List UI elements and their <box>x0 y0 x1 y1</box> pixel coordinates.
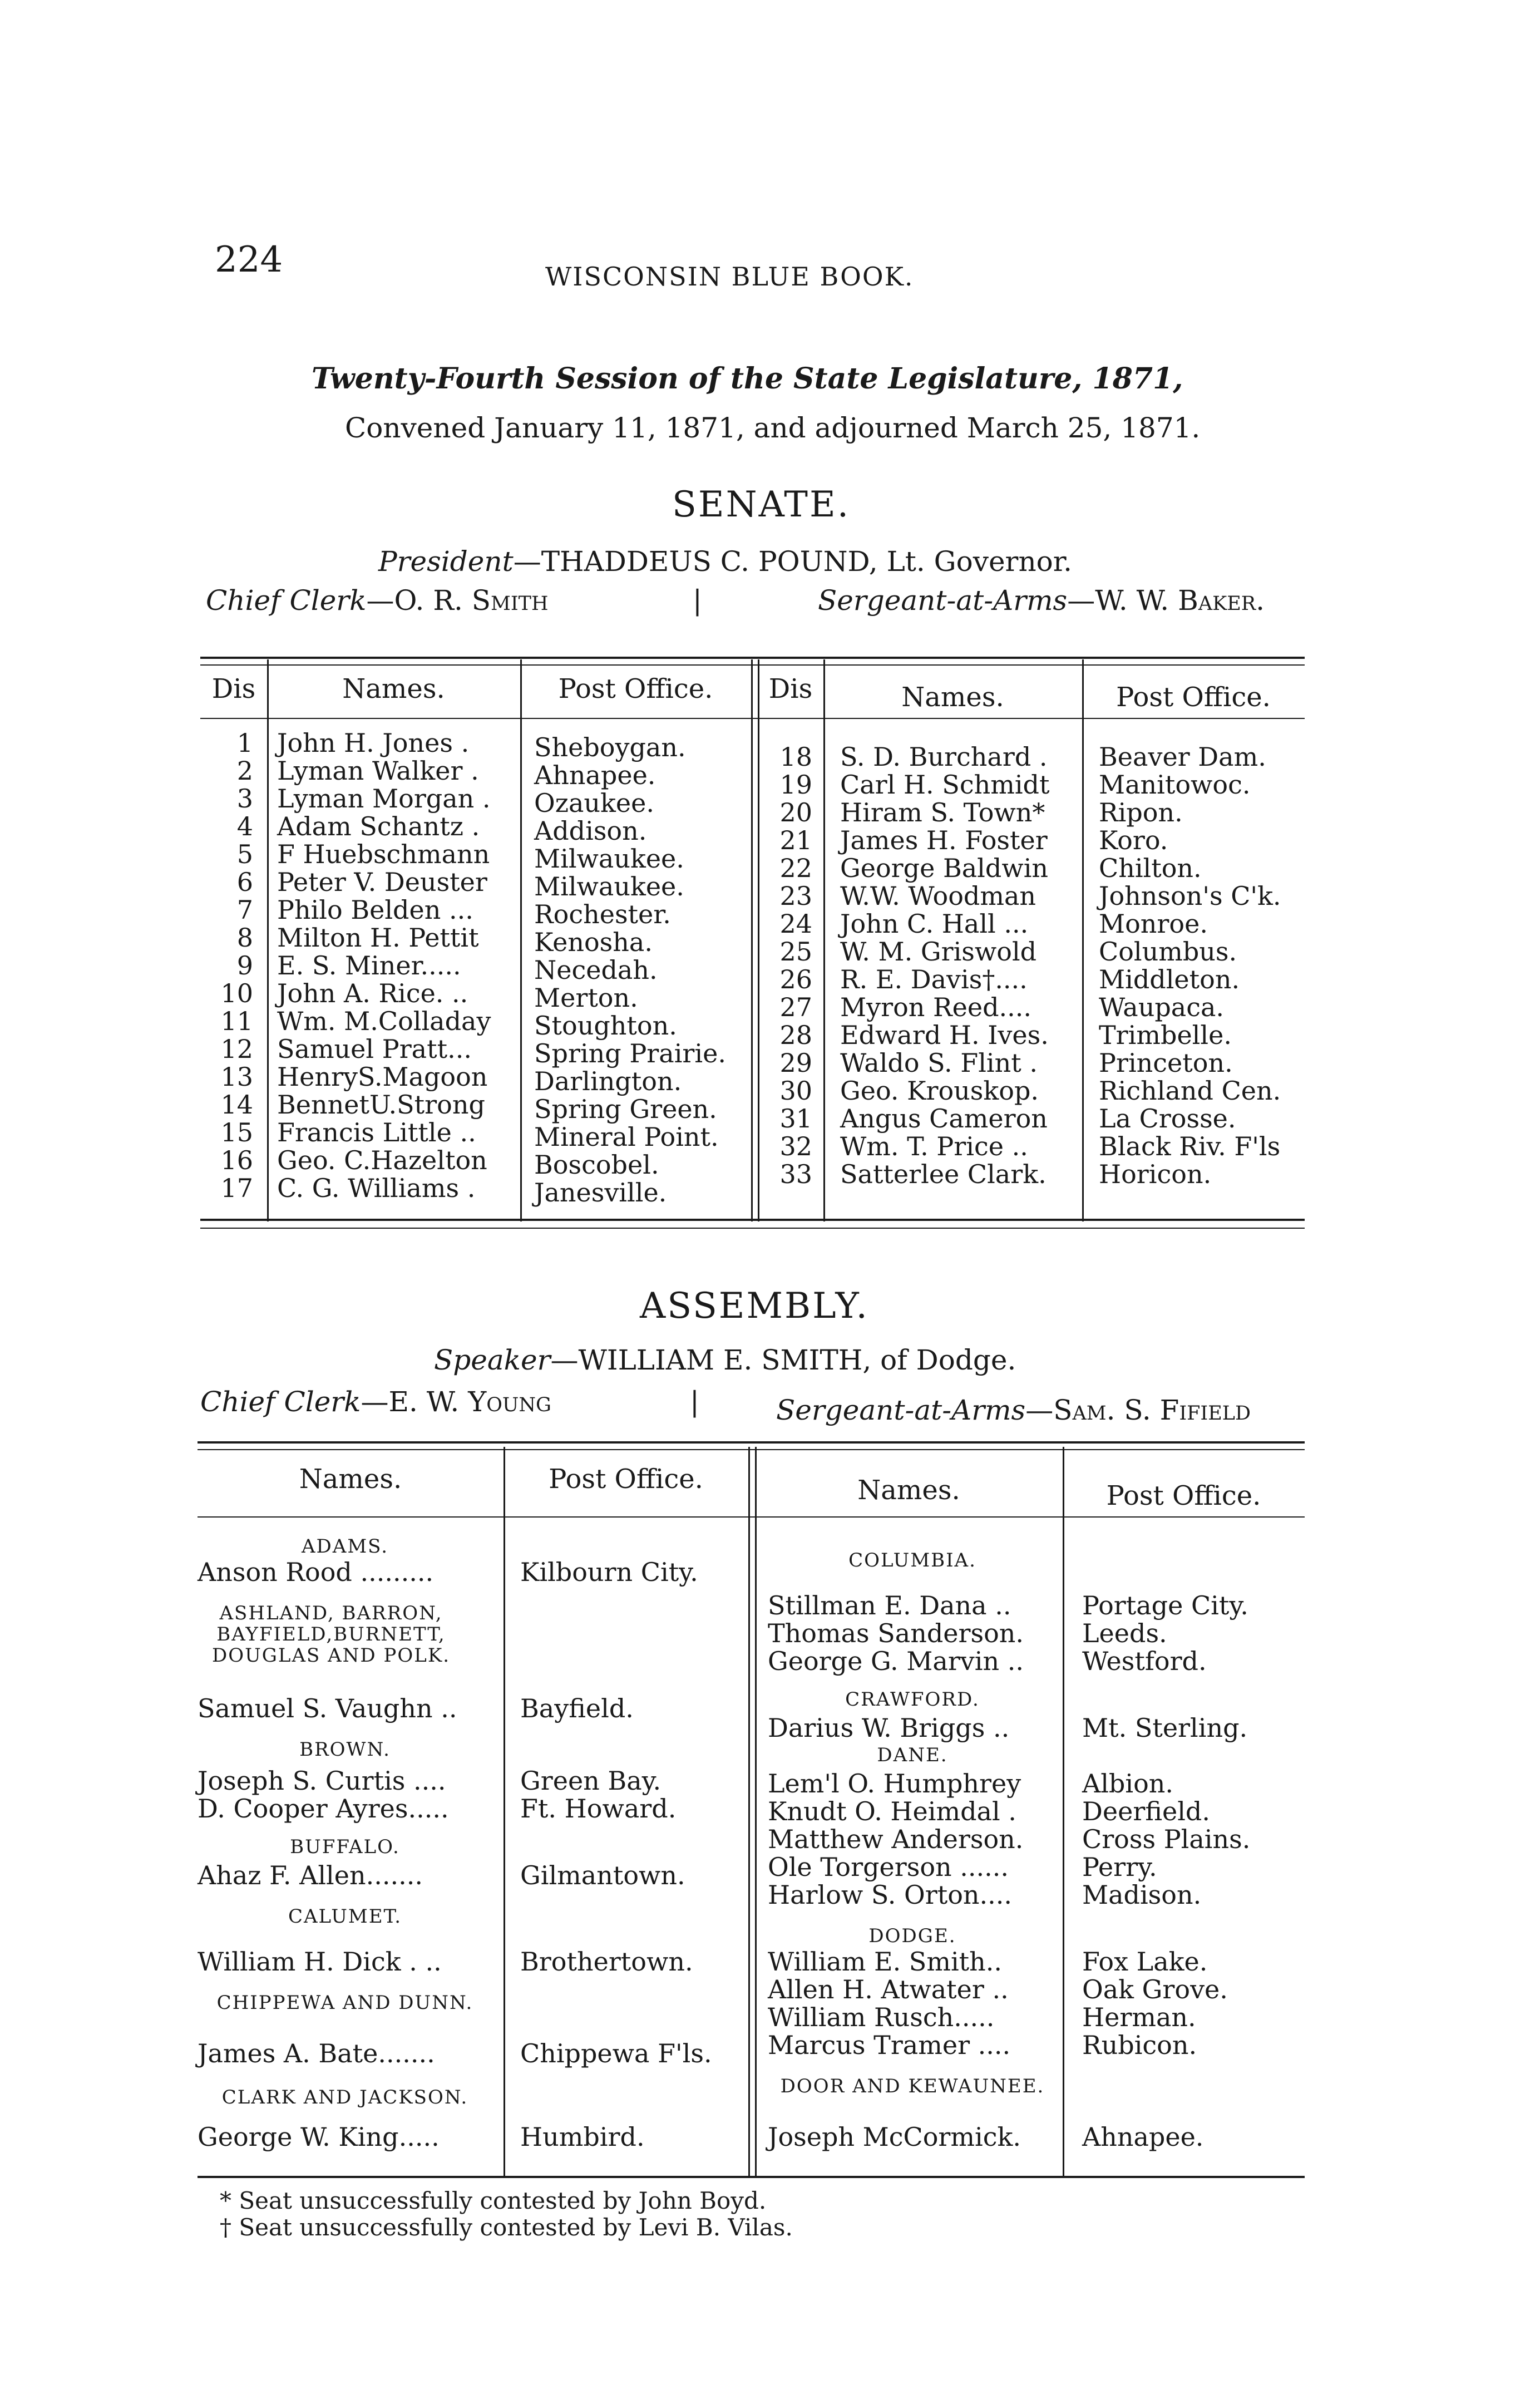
rule <box>200 657 1305 659</box>
county-heading: DODGE. <box>868 1925 956 1947</box>
sergeant-label: Sergeant-at-Arms <box>776 1394 1026 1426</box>
post-office: Oak Grove. <box>1082 1974 1228 2004</box>
post-office: Koro. <box>1099 825 1168 855</box>
senator-name: Carl H. Schmidt <box>840 770 1050 800</box>
member-name: Joseph S. Curtis .... <box>198 1766 446 1796</box>
sergeant-value: —Sam. S. Fifield <box>1025 1394 1251 1426</box>
member-name: Harlow S. Orton.... <box>768 1880 1013 1910</box>
post-office: Perry. <box>1082 1852 1157 1882</box>
senator-name: Lyman Morgan . <box>277 784 491 814</box>
rule <box>198 1449 1305 1450</box>
post-office: Ozaukee. <box>534 788 654 818</box>
senator-name: Wm. T. Price .. <box>840 1131 1028 1161</box>
district-number: 20 <box>779 797 812 827</box>
post-office: Herman. <box>1082 2002 1196 2032</box>
post-office: Merton. <box>534 983 638 1013</box>
col-header-post-office: Post Office. <box>549 1464 703 1495</box>
district-number: 10 <box>220 978 253 1008</box>
member-name: Samuel S. Vaughn .. <box>198 1693 457 1723</box>
member-name: George W. King..... <box>198 2122 440 2152</box>
post-office: Johnson's C'k. <box>1099 881 1281 911</box>
district-number: 13 <box>220 1062 253 1092</box>
col-header-post-office: Post Office. <box>558 673 713 705</box>
post-office: Spring Green. <box>534 1094 717 1124</box>
post-office: Milwaukee. <box>534 844 684 874</box>
post-office: Rochester. <box>534 899 671 929</box>
district-number: 26 <box>779 964 812 994</box>
page-number: 224 <box>215 239 283 280</box>
district-number: 5 <box>236 839 253 869</box>
rule <box>198 1441 1305 1444</box>
senator-name: Myron Reed.... <box>840 992 1032 1022</box>
senator-name: S. D. Burchard . <box>840 742 1048 772</box>
post-office: Deerfield. <box>1082 1796 1210 1826</box>
post-office: Manitowoc. <box>1099 770 1251 800</box>
county-heading: COLUMBIA. <box>848 1549 976 1572</box>
member-name: William Rusch..... <box>768 2002 995 2032</box>
senator-name: George Baldwin <box>840 853 1049 883</box>
post-office: Leeds. <box>1082 1618 1167 1648</box>
president-value: —THADDEUS C. POUND, Lt. Governor. <box>513 545 1073 578</box>
post-office: Necedah. <box>534 955 658 985</box>
senator-name: Milton H. Pettit <box>277 923 479 953</box>
senator-name: Edward H. Ives. <box>840 1020 1049 1050</box>
district-number: 11 <box>220 1006 253 1036</box>
district-number: 21 <box>779 825 812 855</box>
district-number: 15 <box>220 1117 253 1147</box>
post-office: Monroe. <box>1099 909 1208 939</box>
footnote: * Seat unsuccessfully contested by John Boyd. <box>220 2187 767 2214</box>
senator-name: Waldo S. Flint . <box>840 1048 1038 1078</box>
senator-name: F Huebschmann <box>277 839 490 869</box>
post-office: Mineral Point. <box>534 1122 719 1152</box>
col-rule <box>267 659 269 1221</box>
senator-name: HenryS.Magoon <box>277 1062 488 1092</box>
senator-name: W.W. Woodman <box>840 881 1036 911</box>
district-number: 7 <box>236 895 253 925</box>
post-office: Addison. <box>534 816 647 846</box>
rule <box>198 1516 1305 1518</box>
district-number: 22 <box>779 853 812 883</box>
member-name: Ahaz F. Allen....... <box>198 1860 423 1890</box>
senator-name: Adam Schantz . <box>277 811 480 841</box>
post-office: Humbird. <box>520 2122 645 2152</box>
county-heading: CRAWFORD. <box>845 1688 980 1711</box>
col-header-names: Names. <box>299 1464 402 1495</box>
district-number: 14 <box>220 1090 253 1120</box>
senator-name: C. G. Williams . <box>277 1173 476 1203</box>
post-office: Darlington. <box>534 1066 682 1096</box>
post-office: Cross Plains. <box>1082 1824 1251 1854</box>
col-header-dis: Dis <box>768 673 813 705</box>
district-number: 4 <box>236 811 253 841</box>
county-heading: DOOR AND KEWAUNEE. <box>780 2075 1045 2097</box>
col-header-post-office: Post Office. <box>1106 1480 1261 1511</box>
district-number: 27 <box>779 992 812 1022</box>
district-number: 9 <box>236 950 253 981</box>
president-label: President <box>378 545 514 578</box>
assembly-heading: ASSEMBLY. <box>640 1285 869 1327</box>
county-heading: CHIPPEWA AND DUNN. <box>216 1992 473 2014</box>
post-office: Black Riv. F'ls <box>1099 1131 1281 1161</box>
post-office: Albion. <box>1082 1768 1174 1799</box>
member-name: William H. Dick . .. <box>198 1947 442 1977</box>
senator-name: Wm. M.Colladay <box>277 1006 491 1036</box>
district-number: 31 <box>779 1104 812 1134</box>
senate-heading: SENATE. <box>672 484 851 525</box>
district-number: 17 <box>220 1173 253 1203</box>
district-number: 32 <box>779 1131 812 1161</box>
member-name: William E. Smith.. <box>768 1947 1003 1977</box>
assembly-speaker <box>434 1344 1016 1376</box>
district-number: 2 <box>236 756 253 786</box>
senator-name: Hiram S. Town* <box>840 797 1045 827</box>
member-name: Lem'l O. Humphrey <box>768 1768 1021 1799</box>
sergeant-label: Sergeant-at-Arms <box>818 584 1068 617</box>
session-title: Twenty-Fourth Session of the State Legislature, 1871, <box>312 362 1183 396</box>
county-heading: BUFFALO. <box>290 1836 400 1858</box>
senator-name: James H. Foster <box>840 825 1048 855</box>
col-rule <box>823 659 825 1221</box>
clerk-value: —O. R. Smith <box>366 584 549 617</box>
col-header-post-office: Post Office. <box>1116 682 1271 713</box>
post-office: Columbus. <box>1099 937 1237 967</box>
post-office: La Crosse. <box>1099 1104 1236 1134</box>
district-number: 8 <box>236 923 253 953</box>
post-office: Ripon. <box>1099 797 1183 827</box>
rule <box>198 2176 1305 2178</box>
post-office: Chilton. <box>1099 853 1202 883</box>
member-name: Ole Torgerson ...... <box>768 1852 1009 1882</box>
col-rule <box>520 659 522 1221</box>
senate-president <box>378 545 1072 578</box>
officer-separator: | <box>690 1386 699 1418</box>
senator-name: Peter V. Deuster <box>277 867 487 897</box>
post-office: Brothertown. <box>520 1947 693 1977</box>
senator-name: BennetU.Strong <box>277 1090 485 1120</box>
post-office: Westford. <box>1082 1646 1207 1676</box>
clerk-label: Chief Clerk <box>206 584 367 617</box>
senator-name: Philo Belden ... <box>277 895 473 925</box>
senator-name: W. M. Griswold <box>840 937 1037 967</box>
col-header-names: Names. <box>342 673 445 705</box>
senator-name: John A. Rice. .. <box>277 978 468 1008</box>
member-name: George G. Marvin .. <box>768 1646 1024 1676</box>
col-rule <box>1063 1447 1064 2176</box>
county-heading: DANE. <box>877 1744 948 1766</box>
col-header-names: Names. <box>857 1475 960 1506</box>
member-name: Knudt O. Heimdal . <box>768 1796 1016 1826</box>
post-office: Trimbelle. <box>1099 1020 1232 1050</box>
district-number: 23 <box>779 881 812 911</box>
district-number: 3 <box>236 784 253 814</box>
post-office: Bayfield. <box>520 1693 634 1723</box>
col-rule <box>755 1447 757 2176</box>
senator-name: Francis Little .. <box>277 1117 476 1147</box>
sergeant-value: —W. W. Baker. <box>1067 584 1265 617</box>
county-heading: CALUMET. <box>288 1905 402 1928</box>
col-rule <box>748 1447 750 2176</box>
county-heading: ASHLAND, BARRON, BAYFIELD,BURNETT, DOUGLAS AND POLK. <box>211 1602 451 1667</box>
district-number: 29 <box>779 1048 812 1078</box>
footnote: † Seat unsuccessfully contested by Levi B. Vilas. <box>220 2214 793 2241</box>
member-name: Marcus Tramer .... <box>768 2030 1011 2060</box>
post-office: Middleton. <box>1099 964 1240 994</box>
clerk-label: Chief Clerk <box>200 1386 361 1418</box>
district-number: 16 <box>220 1145 253 1175</box>
senator-name: John H. Jones . <box>277 728 470 758</box>
senator-name: Samuel Pratt... <box>277 1034 472 1064</box>
post-office: Portage City. <box>1082 1590 1248 1620</box>
district-number: 1 <box>236 728 253 758</box>
post-office: Gilmantown. <box>520 1860 685 1890</box>
senator-name: John C. Hall ... <box>840 909 1029 939</box>
member-name: Darius W. Briggs .. <box>768 1713 1010 1743</box>
member-name: D. Cooper Ayres..... <box>198 1794 449 1824</box>
post-office: Horicon. <box>1099 1159 1212 1189</box>
member-name: James A. Bate....... <box>198 2038 435 2068</box>
post-office: Ft. Howard. <box>520 1794 677 1824</box>
col-rule <box>1082 659 1084 1221</box>
district-number: 18 <box>779 742 812 772</box>
post-office: Sheboygan. <box>534 732 686 762</box>
senator-name: Angus Cameron <box>840 1104 1048 1134</box>
member-name: Matthew Anderson. <box>768 1824 1024 1854</box>
member-name: Allen H. Atwater .. <box>768 1974 1009 2004</box>
col-rule <box>758 659 759 1221</box>
col-header-names: Names. <box>901 682 1004 713</box>
post-office: Janesville. <box>534 1178 667 1208</box>
rule <box>200 1228 1305 1229</box>
district-number: 12 <box>220 1034 253 1064</box>
speaker-value: —WILLIAM E. SMITH, of Dodge. <box>550 1344 1016 1376</box>
post-office: Stoughton. <box>534 1011 677 1041</box>
post-office: Beaver Dam. <box>1099 742 1266 772</box>
county-heading: ADAMS. <box>301 1535 389 1558</box>
senator-name: Lyman Walker . <box>277 756 479 786</box>
district-number: 33 <box>779 1159 812 1189</box>
session-dates: Convened January 11, 1871, and adjourned March 25, 1871. <box>345 412 1201 444</box>
officer-separator: | <box>693 584 702 617</box>
post-office: Green Bay. <box>520 1766 662 1796</box>
post-office: Kenosha. <box>534 927 653 957</box>
assembly-chief-clerk <box>200 1386 551 1418</box>
assembly-sergeant <box>776 1394 1251 1426</box>
district-number: 24 <box>779 909 812 939</box>
post-office: Ahnapee. <box>1082 2122 1204 2152</box>
member-name: Thomas Sanderson. <box>768 1618 1024 1648</box>
member-name: Anson Rood ......... <box>198 1557 434 1587</box>
district-number: 19 <box>779 770 812 800</box>
post-office: Princeton. <box>1099 1048 1233 1078</box>
county-heading: BROWN. <box>299 1738 391 1761</box>
post-office: Chippewa F'ls. <box>520 2038 712 2068</box>
col-rule <box>504 1447 505 2176</box>
post-office: Fox Lake. <box>1082 1947 1208 1977</box>
post-office: Waupaca. <box>1099 992 1225 1022</box>
post-office: Richland Cen. <box>1099 1076 1281 1106</box>
post-office: Ahnapee. <box>534 760 656 790</box>
post-office: Milwaukee. <box>534 871 684 902</box>
district-number: 25 <box>779 937 812 967</box>
post-office: Rubicon. <box>1082 2030 1197 2060</box>
senate-sergeant <box>818 584 1265 617</box>
senator-name: Geo. C.Hazelton <box>277 1145 487 1175</box>
post-office: Mt. Sterling. <box>1082 1713 1248 1743</box>
col-rule <box>751 659 753 1221</box>
running-head: WISCONSIN BLUE BOOK. <box>545 262 914 292</box>
senator-name: Satterlee Clark. <box>840 1159 1047 1189</box>
post-office: Madison. <box>1082 1880 1202 1910</box>
member-name: Joseph McCormick. <box>768 2122 1021 2152</box>
district-number: 6 <box>236 867 253 897</box>
speaker-label: Speaker <box>434 1344 551 1376</box>
senate-chief-clerk <box>206 584 549 617</box>
district-number: 30 <box>779 1076 812 1106</box>
member-name: Stillman E. Dana .. <box>768 1590 1011 1620</box>
post-office: Kilbourn City. <box>520 1557 698 1587</box>
senator-name: R. E. Davis†.... <box>840 964 1028 994</box>
post-office: Spring Prairie. <box>534 1038 726 1068</box>
post-office: Boscobel. <box>534 1150 659 1180</box>
col-header-dis: Dis <box>211 673 256 705</box>
district-number: 28 <box>779 1020 812 1050</box>
senator-name: E. S. Miner..... <box>277 950 461 981</box>
county-heading: CLARK AND JACKSON. <box>221 2086 468 2109</box>
senator-name: Geo. Krouskop. <box>840 1076 1039 1106</box>
clerk-value: —E. W. Young <box>361 1386 551 1418</box>
